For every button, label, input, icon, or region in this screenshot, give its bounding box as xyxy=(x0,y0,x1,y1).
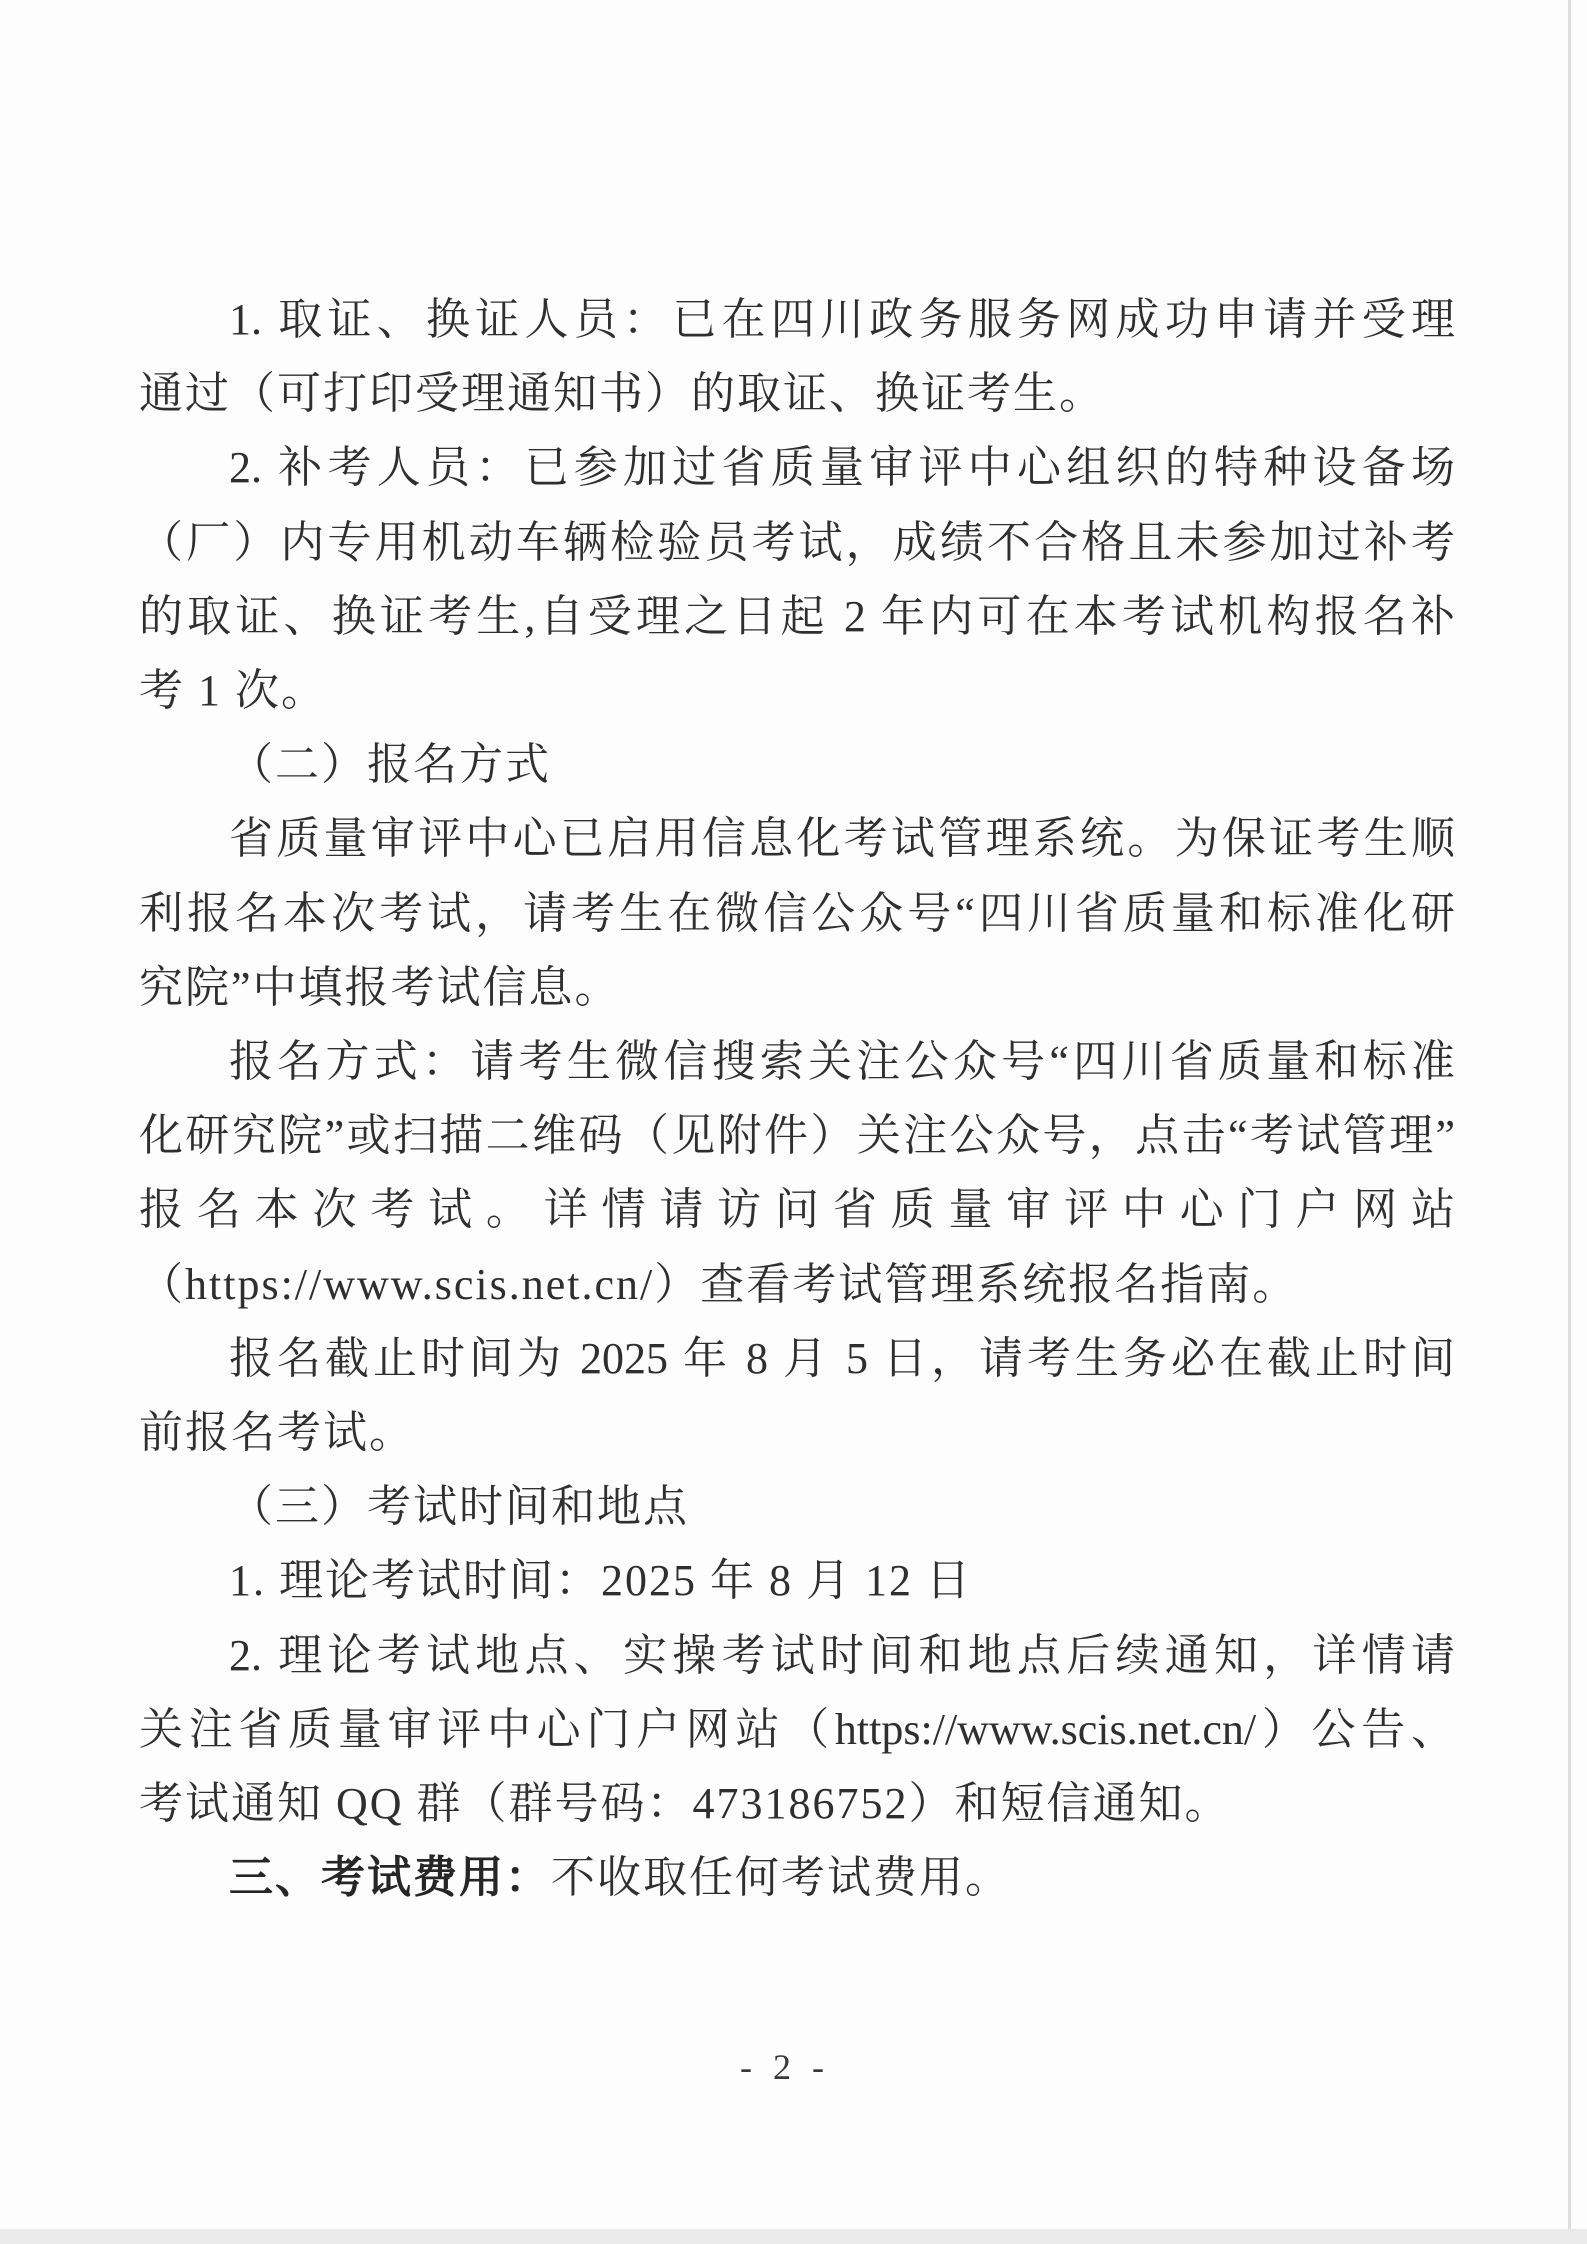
document-line: 省质量审评中心已启用信息化考试管理系统。为保证考生顺 xyxy=(229,814,1455,863)
scan-edge-bottom xyxy=(0,2229,1587,2244)
document-line: 关注省质量审评中心门户网站（https://www.scis.net.cn/）公告、 xyxy=(139,1705,1455,1754)
section-title-bold: 三、考试费用： xyxy=(229,1853,551,1902)
document-line: （厂）内专用机动车辆检验员考试，成绩不合格且未参加过补考 xyxy=(139,518,1455,567)
document-line: 考 1 次。 xyxy=(139,666,327,715)
document-line: （三）考试时间和地点 xyxy=(229,1482,689,1531)
document-line: 的取证、换证考生,自受理之日起 2 年内可在本考试机构报名补 xyxy=(139,592,1455,641)
document-line: 报名本次考试。详情请访问省质量审评中心门户网站 xyxy=(139,1185,1455,1234)
document-line: 2. 理论考试地点、实操考试时间和地点后续通知，详情请 xyxy=(229,1631,1455,1680)
document-line: 报名方式：请考生微信搜索关注公众号“四川省质量和标准 xyxy=(229,1037,1455,1086)
page-number: - 2 - xyxy=(740,2047,830,2087)
document-line: 究院”中填报考试信息。 xyxy=(139,963,621,1012)
line-text: 不收取任何考试费用。 xyxy=(551,1853,1011,1902)
document-line-section-heading xyxy=(139,1849,1455,1907)
document-line: 通过（可打印受理通知书）的取证、换证考生。 xyxy=(139,369,1105,418)
document-line: 2. 补考人员：已参加过省质量审评中心组织的特种设备场 xyxy=(229,443,1455,492)
scan-edge-right xyxy=(1568,0,1571,2244)
document-line: 利报名本次考试，请考生在微信公众号“四川省质量和标准化研 xyxy=(139,889,1455,938)
document-line: 前报名考试。 xyxy=(139,1408,415,1457)
document-line: （二）报名方式 xyxy=(229,740,551,789)
document-line: （https://www.scis.net.cn/）查看考试管理系统报名指南。 xyxy=(139,1260,1299,1309)
document-line: 化研究院”或扫描二维码（见附件）关注公众号，点击“考试管理” xyxy=(139,1111,1455,1160)
document-line: 报名截止时间为 2025 年 8 月 5 日，请考生务必在截止时间 xyxy=(229,1334,1455,1383)
document-line: 1. 取证、换证人员：已在四川政务服务网成功申请并受理 xyxy=(229,295,1455,344)
document-line: 考试通知 QQ 群（群号码：473186752）和短信通知。 xyxy=(139,1779,1231,1828)
document-line: 1. 理论考试时间：2025 年 8 月 12 日 xyxy=(229,1556,972,1605)
